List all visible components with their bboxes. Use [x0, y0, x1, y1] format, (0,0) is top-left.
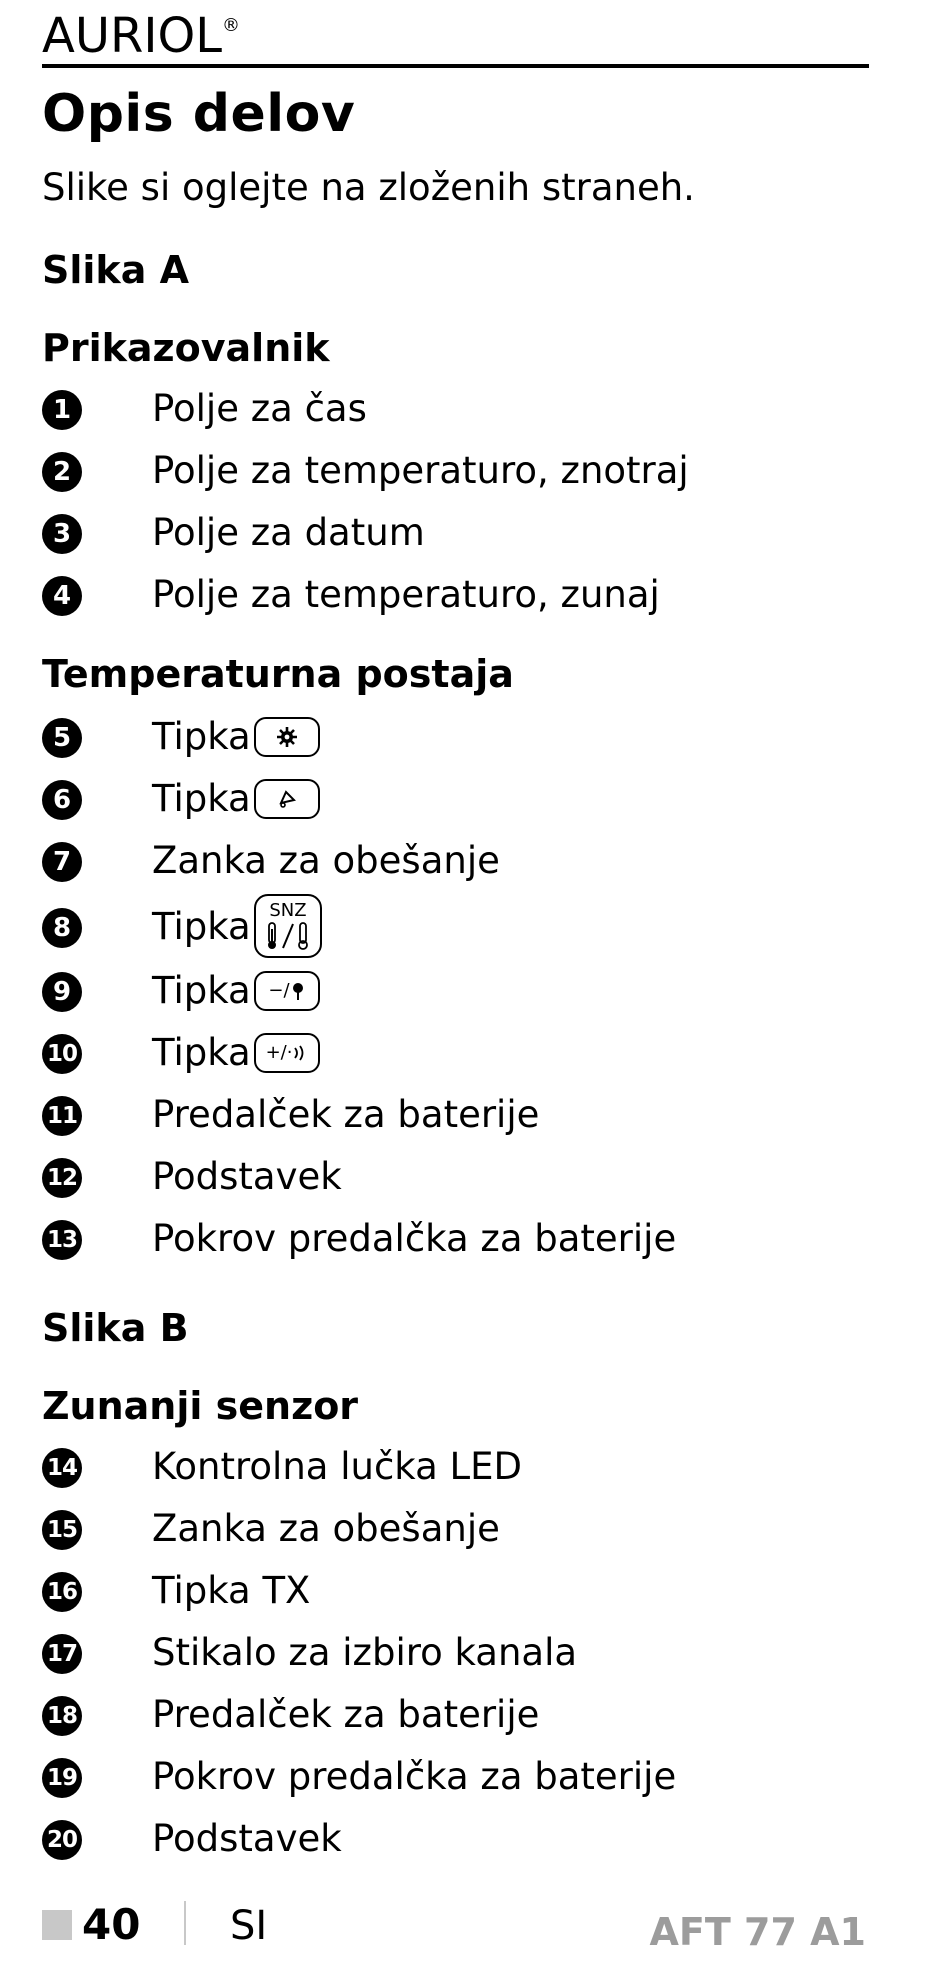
footer-square-marker [42, 1910, 72, 1940]
item-label: Predalček za baterije [152, 1693, 540, 1736]
item-number-badge: 8 [42, 908, 82, 948]
page-title: Opis delov [42, 84, 356, 144]
heading-sensor: Zunanji senzor [42, 1384, 359, 1428]
list-item [42, 1750, 892, 1804]
item-label: Polje za temperaturo, zunaj [152, 573, 660, 616]
item-number-badge: 9 [42, 972, 82, 1012]
item-label: Pokrov predalčka za baterije [152, 1217, 677, 1260]
page-footer [0, 1895, 950, 1955]
item-label: Polje za datum [152, 511, 425, 554]
bell-key [254, 779, 320, 819]
item-number-badge: 2 [42, 452, 82, 492]
list-item [42, 382, 892, 436]
minus-sensor-icon [290, 981, 306, 1001]
item-number-badge: 17 [42, 1634, 82, 1674]
gear-icon [276, 726, 298, 748]
list-item [42, 1502, 892, 1556]
list-item [42, 1688, 892, 1742]
item-number-badge: 20 [42, 1820, 82, 1860]
item-number-badge: 6 [42, 780, 82, 820]
list-item [42, 1212, 892, 1266]
list-item [42, 1150, 892, 1204]
header-rule [42, 64, 869, 68]
brand-logo: AURIOL® [42, 8, 240, 64]
item-label: Zanka za obešanje [152, 839, 500, 882]
item-label: Tipka [152, 715, 251, 758]
language-code: SI [230, 1903, 268, 1949]
item-number-badge: 16 [42, 1572, 82, 1612]
item-label: Stikalo za izbiro kanala [152, 1631, 578, 1674]
footer-divider [184, 1901, 186, 1945]
item-label: Podstavek [152, 1155, 342, 1198]
heading-station: Temperaturna postaja [42, 652, 514, 696]
item-number-badge: 5 [42, 718, 82, 758]
item-label: Polje za temperaturo, znotraj [152, 449, 689, 492]
list-item [42, 1088, 892, 1142]
item-label: Tipka TX [152, 1569, 311, 1612]
item-number-badge: 4 [42, 576, 82, 616]
list-item [42, 506, 892, 560]
plus-key-label: +/· [265, 1042, 293, 1063]
list-item [42, 710, 892, 764]
item-number-badge: 1 [42, 390, 82, 430]
item-label: Tipka [152, 905, 251, 948]
list-item [42, 772, 892, 826]
item-label: Kontrolna lučka LED [152, 1445, 522, 1488]
item-number-badge: 3 [42, 514, 82, 554]
plus-key [254, 1033, 320, 1073]
bell-icon [276, 788, 298, 810]
list-item [42, 1440, 892, 1494]
item-number-badge: 10 [42, 1034, 82, 1074]
heading-figure-b: Slika B [42, 1306, 189, 1350]
list-item [42, 1812, 892, 1866]
item-label: Tipka [152, 969, 251, 1012]
item-number-badge: 14 [42, 1448, 82, 1488]
minus-key [254, 971, 320, 1011]
list-item [42, 1564, 892, 1618]
plus-signal-icon [292, 1044, 308, 1062]
item-label: Tipka [152, 777, 251, 820]
snz-key [254, 894, 322, 958]
page-number: 40 [82, 1900, 141, 1949]
list-item [42, 444, 892, 498]
snz-thermometer-icon [263, 921, 313, 951]
item-label: Zanka za obešanje [152, 1507, 500, 1550]
list-item [42, 568, 892, 622]
item-label: Podstavek [152, 1817, 342, 1860]
item-label: Pokrov predalčka za baterije [152, 1755, 677, 1798]
list-item [42, 1626, 892, 1680]
item-label: Predalček za baterije [152, 1093, 540, 1136]
item-number-badge: 11 [42, 1096, 82, 1136]
item-number-badge: 13 [42, 1220, 82, 1260]
minus-key-label: −/ [268, 980, 290, 1001]
item-number-badge: 7 [42, 842, 82, 882]
heading-display: Prikazovalnik [42, 326, 330, 370]
model-number: AFT 77 A1 [649, 1910, 866, 1954]
list-item [42, 1026, 892, 1080]
item-number-badge: 15 [42, 1510, 82, 1550]
gear-key [254, 717, 320, 757]
item-label: Tipka [152, 1031, 251, 1074]
item-number-badge: 18 [42, 1696, 82, 1736]
list-item [42, 900, 892, 954]
item-number-badge: 19 [42, 1758, 82, 1798]
heading-figure-a: Slika A [42, 248, 189, 292]
list-item [42, 834, 892, 888]
list-item [42, 964, 892, 1018]
intro-text: Slike si oglejte na zloženih straneh. [42, 166, 695, 209]
snz-key-label: SNZ [269, 900, 307, 921]
item-label: Polje za čas [152, 387, 367, 430]
item-number-badge: 12 [42, 1158, 82, 1198]
